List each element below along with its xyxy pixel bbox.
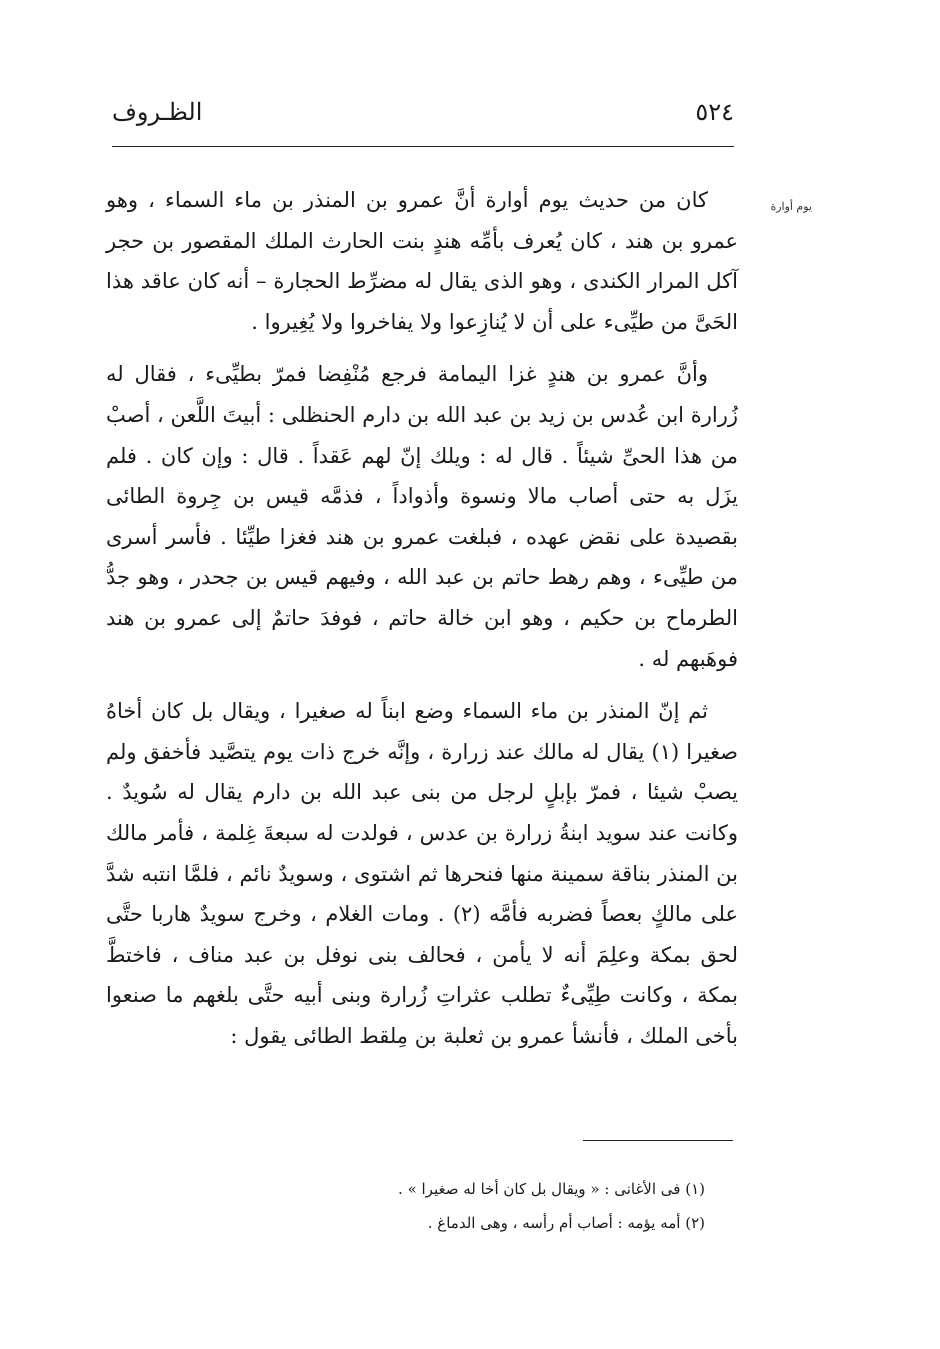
margin-note: يوم أوارة [770, 200, 812, 213]
paragraph-1: كان من حديث يوم أوارة أنَّ عمرو بن المنذر بن ماء السماء ، وهو عمرو بن هند ، كان يُعرف بأمِّه هندٍ بنت الحارث الملك المقصور بن حجر آكل المرار الكندى ، وهو الذى يقال له مضرِّط الحجارة – أنه كان عاقد هذا الحَىَّ من طيِّىء على أن لا يُنازِعوا ولا يفاخروا ولا يُغِيروا . [106, 188, 738, 334]
footnotes [300, 1172, 705, 1240]
page-header [112, 92, 734, 132]
paragraph-2: وأنَّ عمرو بن هندٍ غزا اليمامة فرجع مُنْفِضا فمرّ بطيِّىء ، فقال له زُرارة ابن عُدس بن زيد بن عبد الله بن دارم الحنظلى : أبيتَ اللَّعن ، أصبْ من هذا الحىِّ شيئاً . قال له : ويلك إنّ لهم عَقداً . قال : وإن كان . فلم يزَل به حتى أصاب مالا ونسوة وأذواداً ، فذمَّه قيس بن جِروة الطائى بقصيدة على نقض عهده ، فبلغت عمرو بن هند فغزا طيِّئا . فأسر أسرى من طيِّىء ، وهم رهط حاتم بن عبد الله ، وفيهم قيس بن جحدر ، وهو جدُّ الطرماح بن حكيم ، وهو ابن خالة حاتم ، فوفدَ حاتمٌ إلى عمرو بن هند فوهَبهم له . [106, 362, 738, 671]
page-number: ٥٢٤ [695, 98, 734, 126]
body-text [106, 180, 738, 1068]
paragraph-3: ثم إنّ المنذر بن ماء السماء وضع ابناً له صغيرا ، ويقال بل كان أخاهُ صغيرا (١) يقال له مالك عند زرارة ، وإنَّه خرج ذات يوم يتصَّيد فأخفق ولم يصبْ شيئا ، فمرّ بإبلٍ لرجل من بنى عبد الله بن دارم يقال له سُويدٌ . وكانت عند سويد ابنةُ زرارة بن عدس ، فولدت له سبعةَ غِلمة ، فأمر مالك بن المنذر بناقة سمينة منها فنحرها ثم اشتوى ، وسويدٌ نائم ، فلمَّا انتبه شدَّ على مالكٍ بعصاً فضربه فأمَّه (٢) . ومات الغلام ، وخرج سويدٌ هاربا حتَّى لحق بمكة وعلِمَ أنه لا يأمن ، فحالف بنى نوفل بن عبد مناف ، فاختطَّ بمكة ، وكانت طِيِّىءٌ تطلب عثراتِ زُرارة وبنى أبيه حتَّى بلغهم ما صنعوا بأخى الملك ، فأنشأ عمرو بن ثعلبة بن مِلقط الطائى يقول : [106, 699, 739, 1048]
footnote-1: (١) فى الأغانى : « ويقال بل كان أخا له صغيرا » . [398, 1180, 705, 1198]
header-rule [112, 146, 734, 147]
running-title: الظـروف [112, 98, 203, 126]
footnote-2: (٢) أمه يؤمه : أصاب أم رأسه ، وهى الدماغ . [427, 1214, 705, 1232]
footnote-rule [583, 1140, 733, 1141]
